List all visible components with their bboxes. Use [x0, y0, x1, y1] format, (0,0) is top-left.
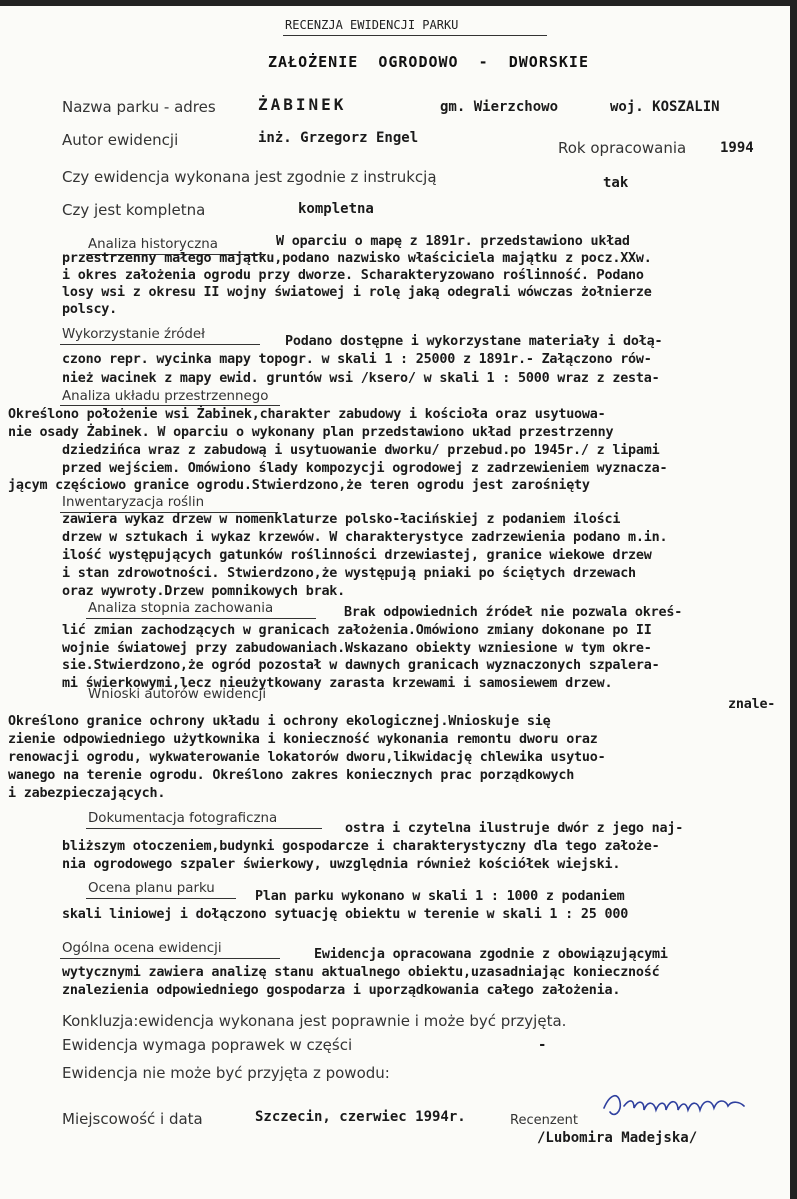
preservation-line: sie.Stwierdzono,że ogród pozostał w dawnych granicach wyznaczonych szpalera- — [62, 658, 660, 673]
amend-statement: Ewidencja wymaga poprawek w części — [62, 1036, 353, 1054]
spatial-line: przed wejściem. Omówiono ślady kompozycji ogrodowej z zadrzewieniem wyznacza- — [62, 461, 668, 476]
section-title-photo: Dokumentacja fotograficzna — [88, 811, 278, 826]
section-title-sources: Wykorzystanie źródeł — [62, 327, 205, 342]
sources-line: czono repr. wycinka mapy topogr. w skali 1 : 25000 z 1891r.- Załączono rów- — [62, 352, 652, 367]
inventory-line: i stan zdrowotności. Stwierdzono,że występują pniaki po ściętych drzewach — [62, 566, 636, 581]
section-title-historical: Analiza historyczna — [88, 237, 218, 252]
conclusions-line: i zabezpieczających. — [8, 786, 166, 801]
section-title-conclusions: Wnioski autorów ewidencji — [88, 687, 267, 702]
author-label: Autor ewidencji — [62, 131, 179, 149]
conclusions-line: Określono granice ochrony układu i ochrony ekologicznej.Wnioskuje się — [8, 714, 551, 729]
park-wojewodztwo: woj. KOSZALIN — [610, 99, 720, 115]
spatial-line: Określono położenie wsi Żabinek,charakter zabudowy i kościoła oraz usytuowa- — [8, 407, 606, 422]
spatial-line: dziedzińca wraz z zabudową i usytuowanie dworku/ przebud.po 1945r./ z lipami — [62, 443, 660, 458]
overall-line: wytycznymi zawiera analizę stanu aktualnego obiektu,uzasadniając konieczność — [62, 965, 660, 980]
park-name: ŻABINEK — [258, 95, 347, 114]
section-underline — [86, 618, 316, 619]
conclusion-statement: Konkluzja:ewidencja wykonana jest poprawnie i może być przyjęta. — [62, 1012, 567, 1030]
preservation-line: wojnie światowej przy zabudowaniach.Wskazano obiekty wzniesione w tym okre- — [62, 641, 652, 656]
title-underline — [283, 35, 547, 36]
section-underline — [60, 958, 280, 959]
scan-border-right — [790, 0, 797, 1199]
amend-mark: - — [538, 1037, 547, 1053]
historical-line: polscy. — [62, 302, 118, 317]
overall-line: znalezienia odpowiedniego gospodarza i uporządkowania całego założenia. — [62, 983, 621, 998]
document-headline: ZAŁOŻENIE OGRODOWO - DWORSKIE — [268, 53, 589, 71]
section-underline — [60, 344, 260, 345]
photo-line: nia ogrodowego szpaler świerkowy, uwzględnia również kościółek wiejski. — [62, 857, 621, 872]
park-gmina: gm. Wierzchowo — [440, 99, 559, 115]
conclusions-line: zienie odpowiedniego użytkownika i konieczność wykonania remontu dworu oraz — [8, 732, 598, 747]
spatial-line: jącym częściowo granice ogrodu.Stwierdzono,że teren ogrodu jest zarośnięty — [8, 478, 590, 493]
section-title-inventory: Inwentaryzacja roślin — [62, 495, 205, 510]
scan-border-top — [0, 0, 797, 6]
section-underline — [86, 828, 322, 829]
inventory-line: zawiera wykaz drzew w nomenklaturze polsko-łacińskiej z podaniem ilości — [62, 512, 621, 527]
section-title-spatial: Analiza układu przestrzennego — [62, 389, 269, 404]
overall-line: Ewidencja opracowana zgodnie z obowiązującymi — [314, 947, 668, 962]
conclusions-tail: znale- — [728, 697, 776, 712]
year-value: 1994 — [720, 140, 754, 156]
year-label: Rok opracowania — [558, 139, 687, 157]
section-title-plan: Ocena planu parku — [88, 881, 215, 896]
reviewer-label: Recenzent — [510, 1113, 578, 1128]
preservation-line: Brak odpowiednich źródeł nie pozwala okreś- — [344, 605, 683, 620]
conclusions-line: wanego na terenie ogrodu. Określono zakres koniecznych prac porządkowych — [8, 768, 575, 783]
section-underline — [60, 405, 280, 406]
handwritten-signature — [600, 1088, 750, 1122]
author-name: inż. Grzegorz Engel — [258, 130, 419, 146]
park-label: Nazwa parku - adres — [62, 98, 216, 116]
sources-line: Podano dostępne i wykorzystane materiały i dołą- — [285, 334, 663, 349]
instruction-value: tak — [603, 175, 629, 191]
section-title-overall: Ogólna ocena ewidencji — [62, 941, 222, 956]
complete-label: Czy jest kompletna — [62, 201, 206, 219]
historical-line: przestrzenny małego majątku,podano nazwisko właściciela majątku z pocz.XXw. — [62, 251, 652, 266]
section-title-preservation: Analiza stopnia zachowania — [88, 601, 274, 616]
historical-line: i okres założenia ogrodu przy dworze. Scharakteryzowano roślinność. Podano — [62, 268, 644, 283]
conclusions-line: renowacji ogrodu, wykwaterowanie lokatorów dworu,likwidację chlewika usytuo- — [8, 750, 606, 765]
plan-line: Plan parku wykonano w skali 1 : 1000 z podaniem — [255, 889, 625, 904]
photo-line: bliższym otoczeniem,budynki gospodarcze i charakterystyczny dla tego założe- — [62, 839, 660, 854]
inventory-line: oraz wywroty.Drzew pomnikowych brak. — [62, 584, 346, 599]
historical-line: W oparciu o mapę z 1891r. przedstawiono układ — [276, 234, 630, 249]
document-title: RECENZJA EWIDENCJI PARKU — [285, 18, 459, 32]
complete-value: kompletna — [298, 201, 374, 217]
sources-line: nież wacinek z mapy ewid. gruntów wsi /ksero/ w skali 1 : 5000 wraz z zesta- — [62, 371, 660, 386]
historical-line: losy wsi z okresu II wojny światowej i rolę jaką odegrali wówczas żołnierze — [62, 285, 652, 300]
preservation-line: mi świerkowymi,lecz nieużytkowany zarasta krzewami i samosiewem drzew. — [62, 676, 613, 691]
preservation-line: lić zmian zachodzących w granicach założenia.Omówiono zmiany dokonane po II — [62, 623, 652, 638]
inventory-line: drzew w sztukach i wykaz krzewów. W charakterystyce zadrzewienia podano m.in. — [62, 530, 668, 545]
spatial-line: nie osady Żabinek. W oparciu o wykonany plan przedstawiono układ przestrzenny — [8, 425, 614, 440]
place-date: Szczecin, czerwiec 1994r. — [255, 1109, 466, 1125]
photo-line: ostra i czytelna ilustruje dwór z jego naj- — [345, 821, 684, 836]
place-label: Miejscowość i data — [62, 1110, 203, 1128]
reject-statement: Ewidencja nie może być przyjęta z powodu: — [62, 1064, 390, 1082]
instruction-label: Czy ewidencja wykonana jest zgodnie z instrukcją — [62, 168, 437, 186]
inventory-line: ilość występujących gatunków roślinności drzewiastej, granice wiekowe drzew — [62, 548, 652, 563]
plan-line: skali liniowej i dołączono sytuację obiektu w terenie w skali 1 : 25 000 — [62, 907, 629, 922]
section-underline — [86, 898, 236, 899]
reviewer-name: /Lubomira Madejska/ — [537, 1130, 698, 1146]
